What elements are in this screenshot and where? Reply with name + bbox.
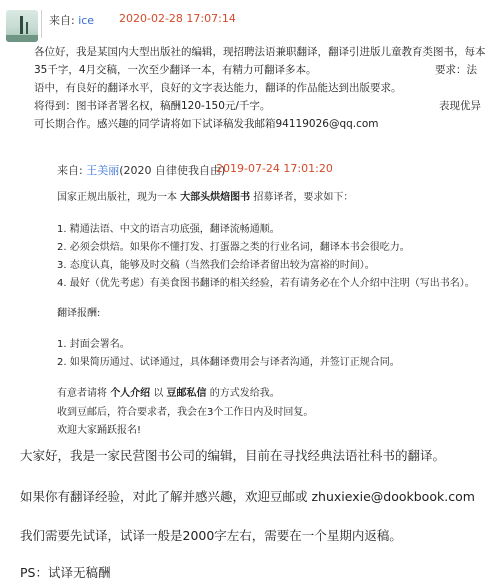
post2-requirement: 1. 精通法语、中文的语言功底强，翻译流畅通顺。 <box>57 224 280 235</box>
post2-requirement: 4. 最好（优先考虑）有美食图书翻译的相关经验，若有请务必在个人介绍中注明（写出书名）。 <box>57 278 475 289</box>
post1-line: 各位好，我是某国内大型出版社的编辑，现招聘法语兼职翻译，翻译引进版儿童教育类图书，每本 <box>34 46 486 58</box>
post1-body <box>34 43 486 133</box>
header-divider <box>41 10 42 38</box>
post2-from: 来自: 王美丽(2020 自律使我自由) <box>57 164 226 177</box>
post1-line: 可长期合作。感兴趣的同学请将如下试译稿发我邮箱94119026@qq.com <box>34 118 379 130</box>
post1-line: 35千字，4月交稿，一次至少翻译一本，有精力可翻译多本。 要求：法 <box>34 64 477 76</box>
avatar[interactable] <box>6 10 38 42</box>
post1-line: 语中，有良好的翻译水平，良好的文字表达能力，翻译的作品能达到出版要求。 <box>34 82 402 94</box>
post1-timestamp: 2020-02-28 17:07:14 <box>119 12 236 25</box>
post1-from: 来自: ice <box>49 14 95 27</box>
post2-timestamp: 2019-07-24 17:01:20 <box>216 162 333 175</box>
post2-reward: 2. 如果简历通过、试译通过，具体翻译费用会与译者沟通，并签订正规合同。 <box>57 357 400 368</box>
post1-username-link[interactable]: ice <box>78 14 95 27</box>
post2-contact-line: 收到豆邮后，符合要求者，我会在3个工作日内及时回复。 <box>57 407 314 418</box>
post2-intro: 国家正规出版社，现为一本 大部头烘焙图书 招募译者，要求如下： <box>57 192 354 203</box>
post3-line: 如果你有翻译经验，对此了解并感兴趣，欢迎豆邮或 zhuxiexie@dookbook.com <box>20 489 475 504</box>
post2-contact: 有意者请将 个人介绍 以 豆邮私信 的方式发给我。 <box>57 388 280 399</box>
post2-requirement: 2. 必须会烘焙。如果你不懂打发、打蛋器之类的行业名词，翻译本书会很吃力。 <box>57 242 410 253</box>
post3-line: 大家好，我是一家民营图书公司的编辑，目前在寻找经典法语社科书的翻译。 <box>20 448 446 463</box>
post2-username-link[interactable]: 王美丽 <box>86 164 120 177</box>
post1-line: 将得到：图书译者署名权，稿酬120-150元/千字。 表现优异 <box>34 100 481 112</box>
post2-contact-line: 欢迎大家踊跃报名! <box>57 425 142 436</box>
post3-line: 我们需要先试译，试译一般是2000字左右，需要在一个星期内返稿。 <box>20 528 402 543</box>
post2-reward-title: 翻译报酬: <box>57 308 101 319</box>
post3-line: PS：试译无稿酬 <box>20 565 111 580</box>
post2-reward: 1. 封面会署名。 <box>57 339 130 350</box>
post2-requirement: 3. 态度认真，能够及时交稿（当然我们会给译者留出较为富裕的时间）。 <box>57 260 375 271</box>
